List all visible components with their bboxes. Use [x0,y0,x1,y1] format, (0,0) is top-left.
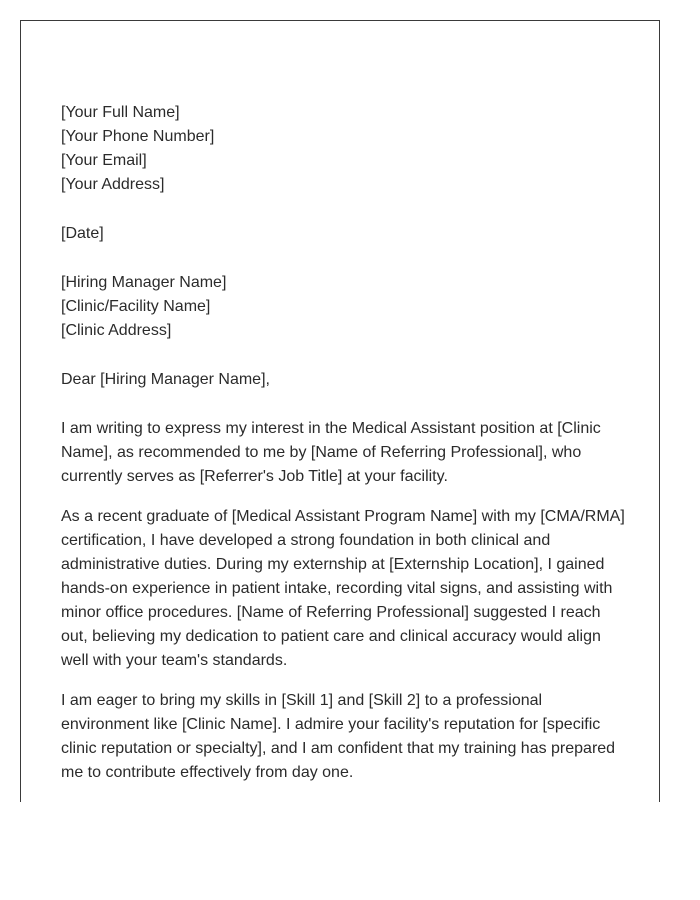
sender-block [61,101,631,197]
body-paragraph-1: I am writing to express my interest in the Medical Assistant position at [Clinic Name], as recommended to me by [Name of Referring Professional], who currently serves as [Referrer's Job Title] at your facility. [61,420,601,485]
date-block [61,222,631,246]
body-paragraph-3: I am eager to bring my skills in [Skill 1] and [Skill 2] to a professional environment like [Clinic Name]. I admire your facility's reputation for [specific clinic reputation or specialty], and I am confident that my training has prepared me to contribute effectively from day one. [61,692,616,781]
recipient-manager-name: [Hiring Manager Name] [61,274,227,291]
sender-phone: [Your Phone Number] [61,128,215,145]
letter-date: [Date] [61,225,104,242]
body-paragraph-2: As a recent graduate of [Medical Assistant Program Name] with my [CMA/RMA] certification, I have developed a strong foundation in both clinical and administrative duties. During my externship at [Externship Location], I gained hands-on experience in patient intake, recording vital signs, and assisting with minor office procedures. [Name of Referring Professional] suggested I reach out, believing my dedication to patient care and clinical accuracy would align well with your team's standards. [61,508,625,669]
recipient-block [61,271,631,343]
salutation-block [61,368,631,392]
recipient-address: [Clinic Address] [61,322,172,339]
sender-name: [Your Full Name] [61,104,180,121]
sender-address: [Your Address] [61,176,165,193]
letter-content [61,101,631,785]
sender-email: [Your Email] [61,152,147,169]
salutation: Dear [Hiring Manager Name], [61,371,270,388]
recipient-facility-name: [Clinic/Facility Name] [61,298,211,315]
letter-page [20,20,660,802]
